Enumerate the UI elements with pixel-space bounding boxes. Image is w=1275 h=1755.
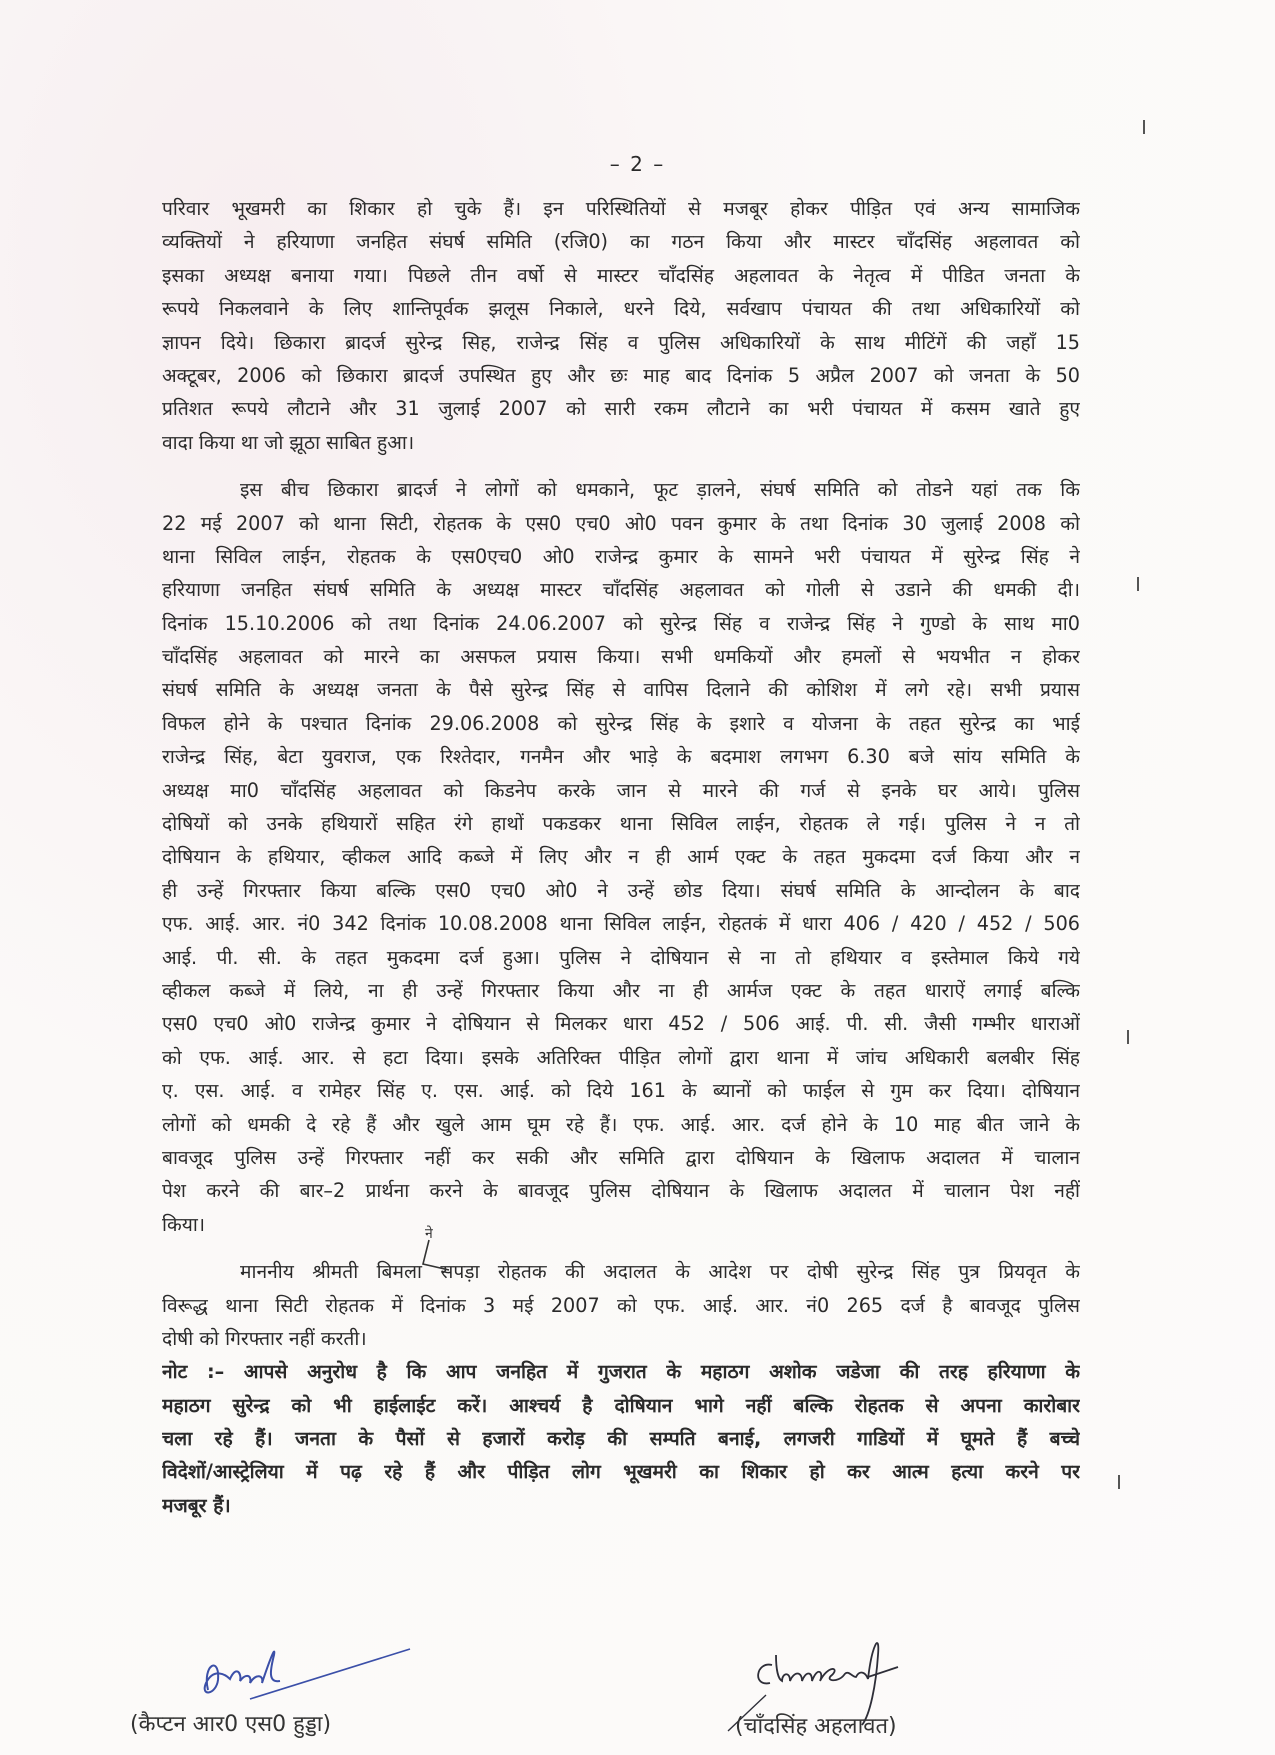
text-line: वादा किया था जो झूठा साबित हुआ। xyxy=(162,430,415,454)
text-line: मजबूर हैं। xyxy=(162,1493,231,1517)
page-number: – 2 – xyxy=(609,152,666,176)
text-line: अध्यक्ष मा0 चाँदसिंह अहलावत को किडनेप करके जान से मारने की गर्ज से इनके घर आये। पुलिस xyxy=(162,778,1080,802)
text-line: माननीय श्रीमती बिमला सपड़ा रोहतक की अदालत के आदेश पर दोषी सुरेन्द्र सिंह पुत्र प्रियवृत के xyxy=(240,1260,1080,1284)
text-line: 22 मई 2007 को थाना सिटी, रोहतक के एस0 एच0 ओ0 पवन कुमार के तथा दिनांक 30 जुलाई 2008 को xyxy=(162,511,1080,535)
text-line: पेश करने की बार–2 प्रार्थना करने के बावजूद पुलिस दोषियान के खिलाफ अदालत में चालान पेश नहीं xyxy=(162,1179,1080,1203)
paragraph-3 xyxy=(162,1255,1080,1355)
text-line: को एफ. आई. आर. से हटा दिया। इसके अतिरिक्त पीड़ित लोगों द्वारा थाना में जांच अधिकारी बलबीर सिंह xyxy=(162,1045,1080,1069)
text-line: इस बीच छिकारा ब्रादर्ज ने लोगों को धमकाने, फूट ड़ालने, संघर्ष समिति को तोडने यहां तक कि xyxy=(240,478,1080,502)
text-line: ही उन्हें गिरफ्तार किया बल्कि एस0 एच0 ओ0 ने उन्हें छोड दिया। संघर्ष समिति के आन्दोलन के बाद xyxy=(162,878,1080,902)
text-line: नोट :– आपसे अनुरोध है कि आप जनहित में गुजरात के महाठग अशोक जडेजा की तरह हरियाणा के xyxy=(162,1360,1080,1384)
text-line: विफल होने के पश्चात दिनांक 29.06.2008 को सुरेन्द्र सिंह के इशारे व योजना के तहत सुरेन्द्र का भाई xyxy=(162,711,1080,735)
text-line: थाना सिविल लाईन, रोहतक के एस0एच0 ओ0 राजेन्द्र कुमार के सामने भरी पंचायत में सुरेन्द्र सिंह ने xyxy=(162,544,1080,568)
text-line: हरियाणा जनहित संघर्ष समिति के अध्यक्ष मास्टर चाँदसिंह अहलावत को गोली से उडाने की धमकी दी। xyxy=(162,578,1080,602)
text-line: दोषियों को उनके हथियारों सहित रंगे हाथों पकडकर थाना सिविल लाईन, रोहतक ले गई। पुलिस ने न तो xyxy=(162,812,1080,836)
text-line: चाँदसिंह अहलावत को मारने का असफल प्रयास किया। सभी धमकियों और हमलों से भयभीत न होकर xyxy=(162,645,1080,669)
paragraph-2 xyxy=(162,473,1080,1241)
text-line: किया। xyxy=(162,1212,206,1236)
text-line: दोषी को गिरफ्तार नहीं करती। xyxy=(162,1326,367,1350)
margin-mark xyxy=(1143,120,1145,134)
signature-hooda xyxy=(180,1635,420,1715)
caret-mark-icon xyxy=(415,1238,455,1274)
margin-mark xyxy=(1127,1030,1129,1044)
signatory-name-right: (चाँदसिंह अहलावत) xyxy=(735,1714,897,1739)
paragraph-1 xyxy=(162,192,1080,459)
text-line: ज्ञापन दिये। छिकारा ब्रादर्ज सुरेन्द्र सिह, राजेन्द्र सिंह व पुलिस अधिकारियों के साथ मीटिंगें की जहाँ 15 xyxy=(162,330,1080,354)
text-line: चला रहे हैं। जनता के पैसों से हजारों करोड़ की सम्पति बनाई, लगजरी गाडियों में घूमते हैं बच्चे xyxy=(162,1427,1080,1451)
text-line: महाठग सुरेन्द्र को भी हाईलाईट करें। आश्चर्य है दोषियान भागे नहीं बल्कि रोहतक से अपना कारोबार xyxy=(162,1393,1080,1417)
text-line: बावजूद पुलिस उन्हें गिरफ्तार नहीं कर सकी और समिति द्वारा दोषियान के खिलाफ अदालत में चालान xyxy=(162,1145,1080,1169)
text-line: विरूद्ध थाना सिटी रोहतक में दिनांक 3 मई 2007 को एफ. आई. आर. नं0 265 दर्ज है बावजूद पुलिस xyxy=(162,1293,1080,1317)
text-line: ए. एस. आई. व रामेहर सिंह ए. एस. आई. को दिये 161 के ब्यानों को फाईल से गुम कर दिया। दोषियान xyxy=(162,1079,1080,1103)
text-line: दिनांक 15.10.2006 को तथा दिनांक 24.06.2007 को सुरेन्द्र सिंह व राजेन्द्र सिंह ने गुण्डो के साथ मा0 xyxy=(162,611,1080,635)
note-paragraph xyxy=(162,1355,1080,1522)
signatory-name-left: (कैप्टन आर0 एस0 हुड्डा) xyxy=(130,1712,332,1737)
text-line: एफ. आई. आर. नं0 342 दिनांक 10.08.2008 थाना सिविल लाईन, रोहतकं में धारा 406 / 420 / 452 / 506 xyxy=(162,912,1080,936)
text-line: व्यक्तियों ने हरियाणा जनहित संघर्ष समिति (रजि0) का गठन किया और मास्टर चाँदसिंह अहलावत को xyxy=(162,230,1080,254)
text-line: व्हीकल कब्जे में लिये, ना ही उन्हें गिरफ्तार किया और ना ही आर्मज एक्ट के तहत धाराऐं लगाई बल्कि xyxy=(162,978,1080,1002)
text-line: अक्टूबर, 2006 को छिकारा ब्रादर्ज उपस्थित हुए और छः माह बाद दिनांक 5 अप्रैल 2007 को जनता के 50 xyxy=(162,363,1080,387)
text-line: विदेशों/आस्ट्रेलिया में पढ़ रहे हैं और पीड़ित लोग भूखमरी का शिकार हो कर आत्म हत्या करने पर xyxy=(162,1460,1080,1484)
text-line: दोषियान के हथियार, व्हीकल आदि कब्जे में लिए और न ही आर्म एक्ट के तहत मुकदमा दर्ज किया और न xyxy=(162,845,1080,869)
text-line: संघर्ष समिति के अध्यक्ष जनता के पैसे सुरेन्द्र सिंह से वापिस दिलाने की कोशिश में लगे रहे। सभी प्रयास xyxy=(162,678,1080,702)
margin-mark xyxy=(1137,577,1139,591)
margin-mark xyxy=(1118,1475,1120,1489)
text-line: आई. पी. सी. के तहत मुकदमा दर्ज हुआ। पुलिस ने दोषियान से ना तो हथियार व इस्तेमाल किये गये xyxy=(162,945,1080,969)
text-line: लोगों को धमकी दे रहे हैं और खुले आम घूम रहे हैं। एफ. आई. आर. दर्ज होने के 10 माह बीत जाने के xyxy=(162,1112,1080,1136)
text-line: परिवार भूखमरी का शिकार हो चुके हैं। इन परिस्थितियों से मजबूर होकर पीड़ित एवं अन्य सामाजिक xyxy=(162,197,1080,220)
handwritten-insertion: ने xyxy=(425,1226,433,1242)
text-line: रूपये निकलवाने के लिए शान्तिपूर्वक झलूस निकाले, धरने दिये, सर्वखाप पंचायत की तथा अधिकारियों को xyxy=(162,297,1080,321)
letter-body xyxy=(162,192,1080,1522)
text-line: एस0 एच0 ओ0 राजेन्द्र कुमार ने दोषियान से मिलकर धारा 452 / 506 आई. पी. सी. जैसी गम्भीर धाराओं xyxy=(162,1012,1080,1036)
text-line: राजेन्द्र सिंह, बेटा युवराज, एक रिश्तेदार, गनमैन और भाड़े के बदमाश लगभग 6.30 बजे सांय समिति के xyxy=(162,745,1080,769)
text-line: इसका अध्यक्ष बनाया गया। पिछले तीन वर्षो से मास्टर चाँदसिंह अहलावत के नेतृत्व में पीडित जनता के xyxy=(162,263,1080,287)
text-line: प्रतिशत रूपये लौटाने और 31 जुलाई 2007 को सारी रकम लौटाने का भरी पंचायत में कसम खाते हुए xyxy=(162,397,1080,421)
